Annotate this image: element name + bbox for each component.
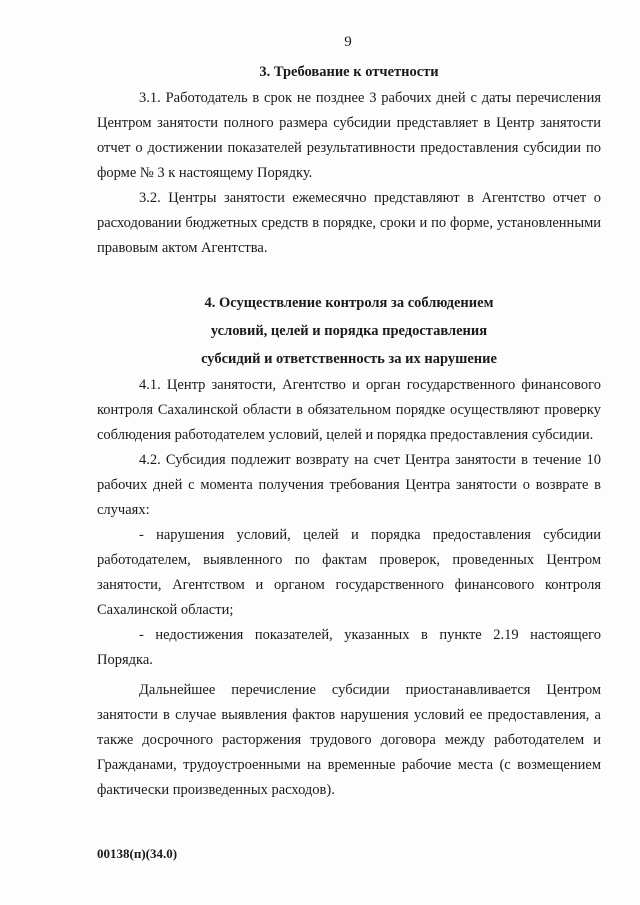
list-item-indicators: - недостижения показателей, указанных в пункте 2.19 настоящего Порядка. <box>97 627 601 668</box>
document-body <box>97 58 601 803</box>
paragraph-4-2: 4.2. Субсидия подлежит возврату на счет Центра занятости в течение 10 рабочих дней с момента получения требования Центра занятости о возврате в случаях: <box>97 452 601 518</box>
paragraph-3-1: 3.1. Работодатель в срок не позднее 3 рабочих дней с даты перечисления Центром занятости полного размера субсидии представляет в Центр занятости отчет о достижении показателей результативности предоставления субсидии по форме № 3 к настоящему Порядку. <box>97 90 601 181</box>
paragraph-3-2: 3.2. Центры занятости ежемесячно представляют в Агентство отчет о расходовании бюджетных средств в порядке, сроки и по форме, установленными правовым актом Агентства. <box>97 190 601 256</box>
document-code: 00138(п)(34.0) <box>97 846 178 861</box>
list-item-violation: - нарушения условий, целей и порядка предоставления субсидии работодателем, выявленного по фактам проверок, проведенных Центром занятости, Агентством и органом государственного финансового контроля Сахалинской области; <box>97 527 601 618</box>
paragraph-4-1: 4.1. Центр занятости, Агентство и орган государственного финансового контроля Сахалинской области в обязательном порядке осуществляют проверку соблюдения работодателем условий, целей и порядка предоставления субсидии. <box>97 377 601 443</box>
paragraph-suspension: Дальнейшее перечисление субсидии приостанавливается Центром занятости в случае выявления фактов нарушения условий ее предоставления, а также досрочного расторжения трудового договора между работодателем и Гражданами, трудоустроенными на временные рабочие места (с возмещением фактически произведенных расходов). <box>97 682 601 798</box>
section-4-heading-line-3: субсидий и ответственность за их нарушение <box>201 351 497 367</box>
page-number: 9 <box>344 34 352 50</box>
section-4-heading <box>97 289 601 373</box>
section-4-heading-line-2: условий, целей и порядка предоставления <box>210 323 488 339</box>
section-3-heading: 3. Требование к отчетности <box>259 64 439 80</box>
section-4-heading-line-1: 4. Осуществление контроля за соблюдением <box>204 295 494 311</box>
